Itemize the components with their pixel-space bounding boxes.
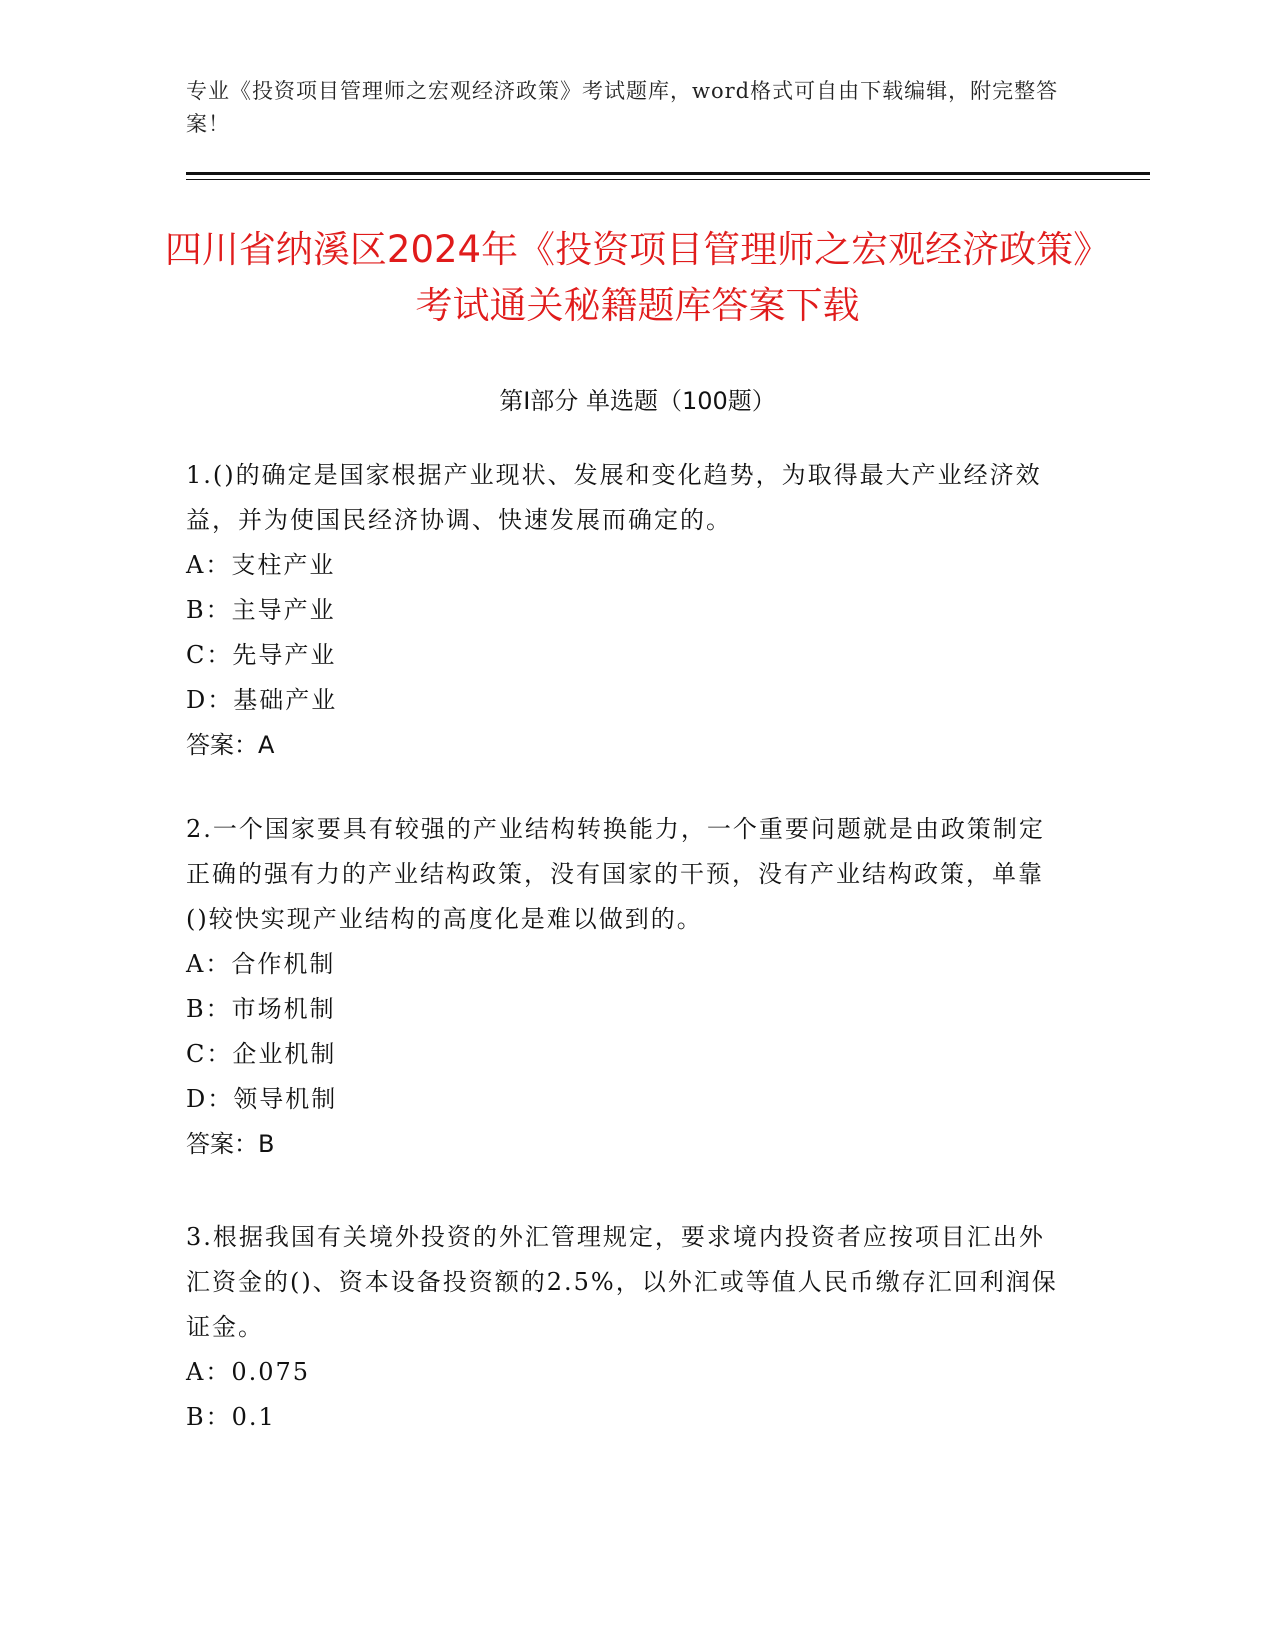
option-b: B：主导产业 (186, 596, 336, 624)
question-1 (186, 453, 1066, 768)
section-heading: 第I部分 单选题（100题） (499, 387, 776, 415)
answer: 答案：B (186, 1130, 275, 1158)
question-stem: 2.一个国家要具有较强的产业结构转换能力，一个重要问题就是由政策制定正确的强有力的产业结构政策，没有国家的干预，没有产业结构政策，单靠()较快实现产业结构的高度化是难以做到的。 (186, 815, 1045, 933)
option-b: B：市场机制 (186, 995, 336, 1023)
option-a: A：合作机制 (186, 950, 336, 978)
question-3 (186, 1215, 1066, 1440)
answer: 答案：A (186, 731, 275, 759)
document-title: 四川省纳溪区2024年《投资项目管理师之宏观经济政策》考试通关秘籍题库答案下载 (164, 228, 1111, 327)
option-b: B：0.1 (186, 1403, 276, 1431)
header-divider-thin (186, 179, 1150, 180)
option-a: A：0.075 (186, 1358, 311, 1386)
option-a: A：支柱产业 (186, 551, 336, 579)
option-d: D：领导机制 (186, 1085, 338, 1113)
question-2 (186, 807, 1066, 1167)
header-divider-thick (186, 172, 1150, 175)
option-c: C：企业机制 (186, 1040, 337, 1068)
question-stem: 1.()的确定是国家根据产业现状、发展和变化趋势，为取得最大产业经济效益，并为使国民经济协调、快速发展而确定的。 (186, 461, 1042, 534)
option-d: D：基础产业 (186, 686, 338, 714)
header-note: 专业《投资项目管理师之宏观经济政策》考试题库，word格式可自由下载编辑，附完整答案！ (186, 79, 1059, 136)
question-stem: 3.根据我国有关境外投资的外汇管理规定，要求境内投资者应按项目汇出外汇资金的()、资本设备投资额的2.5%，以外汇或等值人民币缴存汇回利润保证金。 (186, 1223, 1058, 1341)
option-c: C：先导产业 (186, 641, 337, 669)
